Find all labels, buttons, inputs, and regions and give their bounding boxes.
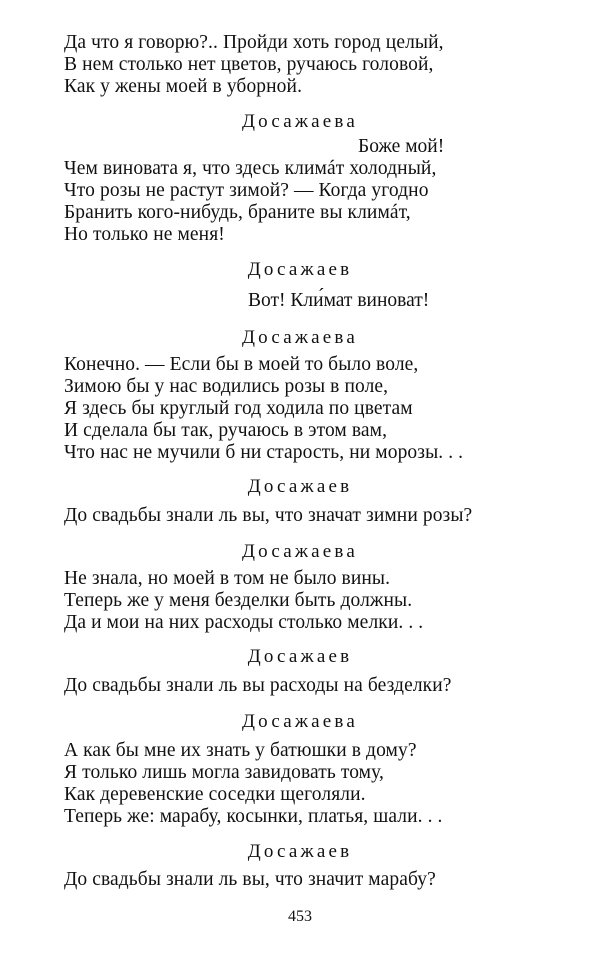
speaker-name: Досажаева <box>242 541 358 562</box>
verse-line: Теперь же у меня безделки быть должны. <box>64 590 413 611</box>
verse-line: До свадьбы знали ль вы расходы на безделки? <box>64 675 452 696</box>
verse-line: Конечно. — Если бы в моей то было воле, <box>64 354 419 375</box>
verse-line: В нем столько нет цветов, ручаюсь головой, <box>64 54 434 75</box>
speaker-name: Досажаева <box>242 111 358 132</box>
verse-continuation: Вот! Кли́мат виноват! <box>248 290 430 311</box>
verse-line: Что розы не растут зимой? — Когда угодно <box>64 180 429 201</box>
verse-line: До свадьбы знали ль вы, что значит марабу? <box>64 869 436 890</box>
verse-line: Да и мои на них расходы столько мелки. . . <box>64 612 424 633</box>
verse-line: До свадьбы знали ль вы, что значат зимни розы? <box>64 505 473 526</box>
verse-line: Чем виновата я, что здесь климáт холодный, <box>64 158 437 179</box>
verse-line: Теперь же: марабу, косынки, платья, шали. . . <box>64 806 443 827</box>
verse-line: Как у жены моей в уборной. <box>64 76 303 97</box>
verse-line: Как деревенские соседки щеголяли. <box>64 784 366 805</box>
verse-line: Я здесь бы круглый год ходила по цветам <box>64 398 413 419</box>
page-number: 453 <box>288 908 312 925</box>
speaker-name: Досажаев <box>247 841 353 862</box>
speaker-name: Досажаев <box>247 646 353 667</box>
speaker-name: Досажаева <box>242 327 358 348</box>
verse-continuation: Боже мой! <box>358 136 445 157</box>
verse-line: А как бы мне их знать у батюшки в дому? <box>64 740 417 761</box>
verse-line: Я только лишь могла завидовать тому, <box>64 762 384 783</box>
verse-line: И сделала бы так, ручаюсь в этом вам, <box>64 420 388 441</box>
speaker-name: Досажаев <box>247 476 353 497</box>
verse-line: Бранить кого-нибудь, браните вы климáт, <box>64 202 411 223</box>
speaker-name: Досажаев <box>247 259 353 280</box>
verse-line: Что нас не мучили б ни старость, ни морозы. . . <box>64 442 464 463</box>
verse-line: Но только не меня! <box>64 224 225 245</box>
verse-line: Зимою бы у нас водились розы в поле, <box>64 376 389 397</box>
verse-line: Не знала, но моей в том не было вины. <box>64 568 391 589</box>
verse-line: Да что я говорю?.. Пройди хоть город целый, <box>64 32 444 53</box>
speaker-name: Досажаева <box>242 711 358 732</box>
